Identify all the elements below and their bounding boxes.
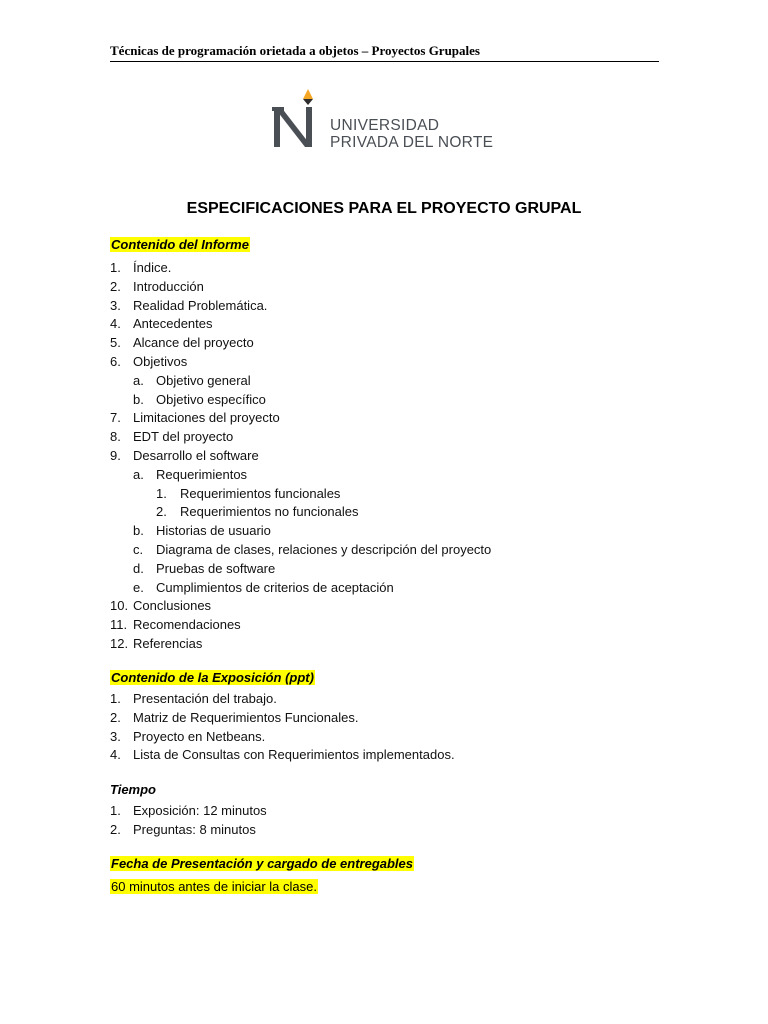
list-item-number: a. xyxy=(133,372,144,388)
informe-heading xyxy=(110,237,250,252)
fecha-heading-text: Fecha de Presentación y cargado de entregables xyxy=(111,856,414,871)
list-item-number: 4. xyxy=(110,316,121,332)
list-item-number: 2. xyxy=(156,504,167,520)
list-item-text: Introducción xyxy=(133,278,204,294)
fecha-text xyxy=(110,879,318,894)
list-item-number: 9. xyxy=(110,447,121,463)
list-item-text: Objetivo específico xyxy=(156,391,266,407)
list-item-number: 10. xyxy=(110,598,129,614)
tiempo-heading: Tiempo xyxy=(110,782,156,797)
document-title: ESPECIFICACIONES PARA EL PROYECTO GRUPAL xyxy=(186,200,582,217)
list-item-text: Requerimientos xyxy=(156,466,248,482)
list-item-text: EDT del proyecto xyxy=(133,429,234,445)
list-item-text: Cumplimientos de criterios de aceptación xyxy=(156,579,394,595)
list-item-number: 1. xyxy=(110,260,121,275)
logo-line-1: UNIVERSIDAD xyxy=(330,117,440,134)
list-item-number: d. xyxy=(133,560,144,576)
list-item-text: Preguntas: 8 minutos xyxy=(133,821,256,837)
page-header: Técnicas de programación orietada a objetos – Proyectos Grupales xyxy=(110,43,480,58)
list-item-text: Proyecto en Netbeans. xyxy=(133,728,266,744)
fecha-heading xyxy=(110,856,414,871)
list-item-text: Desarrollo el software xyxy=(133,447,259,463)
logo-line-2: PRIVADA DEL NORTE xyxy=(330,134,494,151)
list-item-number: 5. xyxy=(110,335,121,351)
university-logo xyxy=(272,87,502,151)
list-item-text: Recomendaciones xyxy=(133,617,241,633)
list-item-number: 2. xyxy=(110,709,121,725)
fecha-text-value: 60 minutos antes de iniciar la clase. xyxy=(111,879,317,894)
list-item-number: 3. xyxy=(110,297,121,313)
list-item-number: e. xyxy=(133,579,144,595)
university-n-logo-icon xyxy=(272,87,326,151)
header-divider xyxy=(110,61,659,62)
list-item-text: Objetivo general xyxy=(156,372,251,388)
list-item-text: Índice. xyxy=(133,260,172,275)
list-item-text: Matriz de Requerimientos Funcionales. xyxy=(133,709,359,725)
exposicion-heading-text: Contenido de la Exposición (ppt) xyxy=(111,670,314,685)
list-item-text: Referencias xyxy=(133,635,203,651)
list-item-number: 2. xyxy=(110,278,121,294)
informe-heading-text: Contenido del Informe xyxy=(111,237,249,252)
list-item-number: 11. xyxy=(110,617,128,633)
list-item-text: Requerimientos no funcionales xyxy=(180,504,359,520)
list-item-text: Pruebas de software xyxy=(156,560,276,576)
list-item-text: Realidad Problemática. xyxy=(133,297,268,313)
list-item-text: Requerimientos funcionales xyxy=(180,485,341,501)
list-item-number: 3. xyxy=(110,728,121,744)
list-item-text: Presentación del trabajo. xyxy=(133,691,277,706)
list-item-number: a. xyxy=(133,466,144,482)
list-item-number: 1. xyxy=(110,803,121,818)
list-item-number: 7. xyxy=(110,410,121,426)
list-item-text: Historias de usuario xyxy=(156,523,271,539)
list-item-number: 1. xyxy=(156,485,167,501)
list-item-text: Lista de Consultas con Requerimientos implementados. xyxy=(133,747,455,763)
exposicion-heading xyxy=(110,670,315,685)
list-item-text: Alcance del proyecto xyxy=(133,335,254,351)
list-item-number: 4. xyxy=(110,747,121,763)
list-item-number: c. xyxy=(133,541,144,557)
list-item-number: 2. xyxy=(110,821,121,837)
list-item-text: Objetivos xyxy=(133,353,188,369)
list-item-number: 1. xyxy=(110,691,121,706)
list-item-number: 8. xyxy=(110,429,121,445)
list-item-number: b. xyxy=(133,391,144,407)
list-item-number: 6. xyxy=(110,353,121,369)
list-item-text: Limitaciones del proyecto xyxy=(133,410,280,426)
list-item-text: Exposición: 12 minutos xyxy=(133,803,267,818)
list-item-number: b. xyxy=(133,523,144,539)
list-item-text: Conclusiones xyxy=(133,598,212,614)
list-item-text: Diagrama de clases, relaciones y descripción del proyecto xyxy=(156,541,492,557)
list-item-text: Antecedentes xyxy=(133,316,213,332)
list-item-number: 12. xyxy=(110,635,129,651)
